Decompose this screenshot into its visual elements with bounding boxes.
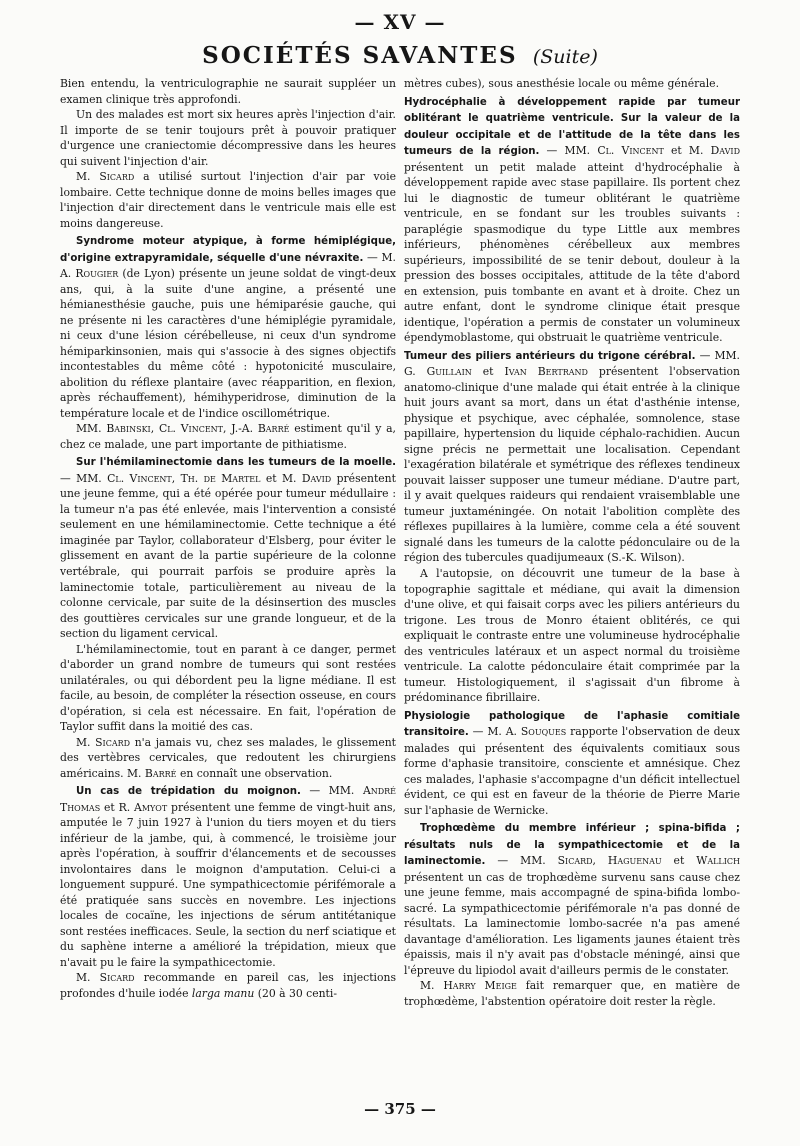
dash-text: — MM.	[300, 784, 363, 798]
report-heading: Tumeur des piliers antérieurs du trigone cérébral.	[404, 350, 696, 362]
report-heading: Un cas de trépidation du moignon.	[76, 786, 301, 798]
paragraph	[404, 978, 740, 1009]
paragraph-text: présentent un cas de trophœdème survenu sans cause chez une jeune femme, mais accompagné de spina-bifida lombo-sacré. La sympathicectomie périfémorale n'a pas donné de résultats. La laminectomie lombo-sacrée n'a pas amené davantage d'amélioration. Les ligaments jaunes étaient très épaissis, mais il n'y avait pas d'obstacle méningé, ainsi que l'épreuve du lipiodol avait d'ailleurs permis de le constater.	[404, 870, 740, 977]
report-entry	[404, 820, 740, 978]
paragraph-text: présentent l'observation anatomo-clinique d'une malade qui était entrée à la clinique huit jours avant sa mort, dans un état d'asthénie intense, physique et psychique, avec céphalée, somnolence, stase papillaire, hypertension du liquide céphalo-rachidien. Aucun signe précis ne permettait une localisation. Cependant l'exagération bilatérale et symétrique des réflexes tendineux pouvait laisser supposer une tumeur médiane. D'autre part, il y avait quelques raideurs qui rendaient vraisemblable une tumeur juxtaméningée. On notait l'abolition complète des réflexes pupillaires à la lumière, comme cela a été souvent signalé dans les tumeurs de la calotte pédonculaire ou de la région des tubercules quadijumeaux (S.-K. Wilson).	[404, 365, 740, 565]
left-column	[60, 76, 396, 1001]
conjunction-text: et M.	[663, 144, 711, 158]
paragraph-text: recommande en pareil cas, les injections profondes d'huile iodée	[60, 971, 396, 1000]
paragraph: Un des malades est mort six heures après l'injection d'air. Il importe de se tenir toujours prêt à pouvoir pratiquer d'urgence une craniectomie décompressive dans les heures qui suivent l'injection d'air.	[60, 108, 396, 168]
author-name: Wallich	[696, 854, 741, 868]
paragraph	[60, 735, 396, 782]
author-name: M. Sicard	[76, 735, 131, 749]
dash-text: — MM.	[485, 854, 558, 868]
dash-text: — MM.	[539, 144, 598, 158]
report-entry	[404, 94, 740, 346]
paragraph-text: (20 à 30 centi-	[254, 986, 337, 1000]
author-name: Ivan Bertrand	[504, 365, 588, 379]
author-name: Barré	[144, 766, 177, 780]
report-entry	[404, 348, 740, 566]
paragraph-text: présentent une femme de vingt-huit ans, amputée le 7 juin 1927 à l'union du tiers moyen et du tiers inférieur de la jambe, qui, à commencé, le troisième jour après l'opération, à souffrir d'élancements et de secousses involontaires dans le moignon d'amputation. Celui-ci a longuement suppuré. Une sympathicectomie périfémorale a été pratiquée sans succès en novembre. Les injections locales de cocaïne, les injections de sérum antitétanique sont restées inefficaces. Seule, la section du nerf sciatique et du saphène interne a amélioré la trépidation, mieux que n'avait pu le faire la sympathicectomie.	[60, 800, 396, 969]
author-name: M. Sicard	[76, 170, 135, 184]
author-names: Sicard, Haguenau	[557, 854, 662, 868]
right-column	[404, 76, 740, 1009]
dash-text: — M. A.	[60, 250, 396, 281]
paragraph	[60, 970, 396, 1001]
paragraph-text: en connaît une observation.	[176, 766, 333, 780]
report-entry	[60, 454, 396, 641]
author-name: Souques	[520, 725, 567, 739]
paragraph-text: rapporte l'observation de deux malades qui présentent des équivalents comitiaux sous forme d'aphasie transitoire, consciente et amnésique. Chez ces malades, l'aphasie s'accompagne d'un déficit intellectuel évident, ce qui est en faveur de la théorie de Pierre Marie sur l'aphasie de Wernicke.	[404, 725, 740, 817]
paragraph-text: présentent une jeune femme, qui a été opérée pour tumeur médullaire : la tumeur n'a pas été enlevée, mais l'intervention a consisté seulement en une hémilaminectomie. Cette technique a été imaginée par Taylor, collaborateur d'Elsberg, pour éviter le glissement en avant de la partie supérieure de la colonne vertébrale, qui pourrait parfois se produire après la laminectomie totale, particulièrement au niveau de la colonne cervicale, par suite de la désinsertion des muscles des gouttières cervicales sur une grande longueur, et de la section du ligament cervical.	[60, 471, 396, 641]
conjunction-text: et	[100, 800, 119, 814]
italic-text: larga manu	[191, 986, 255, 1000]
dash-text: — M. A.	[468, 725, 521, 739]
author-names: Cl. Vincent	[597, 144, 664, 158]
author-name: M. Sicard	[76, 971, 135, 985]
paragraph: A l'autopsie, on découvrit une tumeur de la base à topographie sagittale et médiane, qui avait la dimension d'une olive, et qui faisait corps avec les piliers antérieurs du trigone. Les trous de Monro étaient oblitérés, ce qui expliquait le contraste entre une volumineuse hydrocéphalie des ventricules latéraux et un aspect normal du troisième ventricule. La calotte pédonculaire était comprimée par la tumeur. Histologiquement, il s'agissait d'un fibrome à prédominance fibrillaire.	[404, 566, 740, 705]
author-names: Babinski, Cl. Vincent, J.-A. Barré	[106, 422, 290, 436]
report-heading: Trophœdème du membre inférieur ; spina-bifida ; résultats nuls de la sympathicectomie et de la laminectomie.	[404, 823, 740, 868]
dash-text: — MM.	[695, 348, 740, 362]
report-entry	[60, 783, 396, 970]
paragraph-text: présentent un petit malade atteint d'hydrocéphalie à développement rapide avec stase papillaire. Ils portent chez lui le diagnostic de tumeur oblitérant le quatrième ventricule, en se fondant sur les troubles suivants : paraplégie spasmodique du type Little aux membres inférieurs, phénomènes cérébelleux aux membres supérieurs, impossibilité de se tenir debout, douleur à la pression des bosses occipitales, attitude de la tête d'abord en extension, puis tombante en avant et à droite. Chez un autre enfant, dont le syndrome clinique était presque identique, l'opération a permis de constater un volumineux épendymoblastome, qui obstruait le quatrième ventricule.	[404, 160, 740, 345]
dash-text: — MM.	[60, 471, 108, 485]
report-heading: Hydrocéphalie à développement rapide par tumeur oblitérant le quatrième ventricule. Sur la valeur de la douleur occipitale et de l'attitude de la tête dans les tumeurs de la région.	[404, 96, 740, 158]
author-names: Cl. Vincent, Th. de Martel	[107, 471, 261, 485]
report-heading: Syndrome moteur atypique, à forme hémiplégique, d'origine extrapyramidale, séquelle d'une névraxite.	[60, 236, 396, 264]
conjunction-text: et M.	[260, 471, 302, 485]
author-name: David	[301, 471, 332, 485]
author-names: G. Guillain	[404, 365, 472, 379]
paragraph	[60, 421, 396, 452]
paragraph	[60, 169, 396, 231]
paragraph: L'hémilaminectomie, tout en parant à ce danger, permet d'aborder un grand nombre de tumeurs qui sont restées unilatérales, ou qui débordent peu la ligne médiane. Il est facile, au besoin, de compléter la résection osseuse, en cours d'opération, si cela est nécessaire. En fait, l'opération de Taylor suffit dans la moitié des cas.	[60, 642, 396, 734]
prefix-text: MM.	[76, 422, 107, 436]
author-name: David	[710, 144, 740, 158]
paragraph: Bien entendu, la ventriculographie ne saurait suppléer un examen clinique très approfondi.	[60, 77, 396, 106]
paragraph-text: n'a jamais vu, chez ses malades, le glissement des vertèbres cervicales, que redoutent les chirurgiens américains. M.	[60, 735, 397, 780]
report-heading: Sur l'hémilaminectomie dans les tumeurs de la moelle.	[76, 457, 396, 469]
roman-page-numeral: — XV —	[354, 10, 446, 34]
paragraph-text: a utilisé surtout l'injection d'air par voie lombaire. Cette technique donne de moins belles images que l'injection d'air directement dans le ventricule mais elle est moins dangereuse.	[60, 170, 396, 230]
conjunction-text: et	[471, 365, 505, 379]
report-heading: Physiologie pathologique de l'aphasie comitiale transitoire.	[404, 710, 740, 739]
author-names: André Thomas	[60, 784, 397, 814]
report-entry	[404, 708, 740, 819]
author-name: Rougier	[75, 267, 119, 281]
section-title-suffix: (Suite)	[532, 46, 598, 68]
section-title	[0, 42, 800, 71]
paragraph: mètres cubes), sous anesthésie locale ou même générale.	[404, 77, 719, 90]
paragraph-text: fait remarquer que, en matière de trophœdème, l'abstention opératoire doit rester la règle.	[404, 979, 740, 1008]
section-title-main: SOCIÉTÉS SAVANTES	[202, 42, 518, 69]
report-entry	[60, 233, 396, 421]
conjunction-text: et	[661, 854, 697, 868]
author-name: R. Amyot	[118, 800, 168, 814]
paragraph-text: estiment qu'il y a, chez ce malade, une part importante de pithiatisme.	[60, 422, 396, 451]
author-name: M. Harry Meige	[420, 979, 517, 993]
page-number: — 375 —	[364, 1100, 436, 1118]
paragraph-text: (de Lyon) présente un jeune soldat de vingt-deux ans, qui, à la suite d'une angine, a présenté une hémianesthésie gauche, puis une hémiparésie gauche, qui ne présente ni les caractères d'une hémiplégie pyramidale, ni ceux d'une lésion cérébelleuse, ni ceux d'un syndrome hémiparkinsonien, mais qui s'associe à des signes objectifs incontestables du même côté : hypotonicité musculaire, abolition du réflexe plantaire (avec réapparition, en flexion, après réchauffement), hémihyperidrose, diminution de la température locale et de l'indice oscillométrique.	[60, 267, 396, 420]
